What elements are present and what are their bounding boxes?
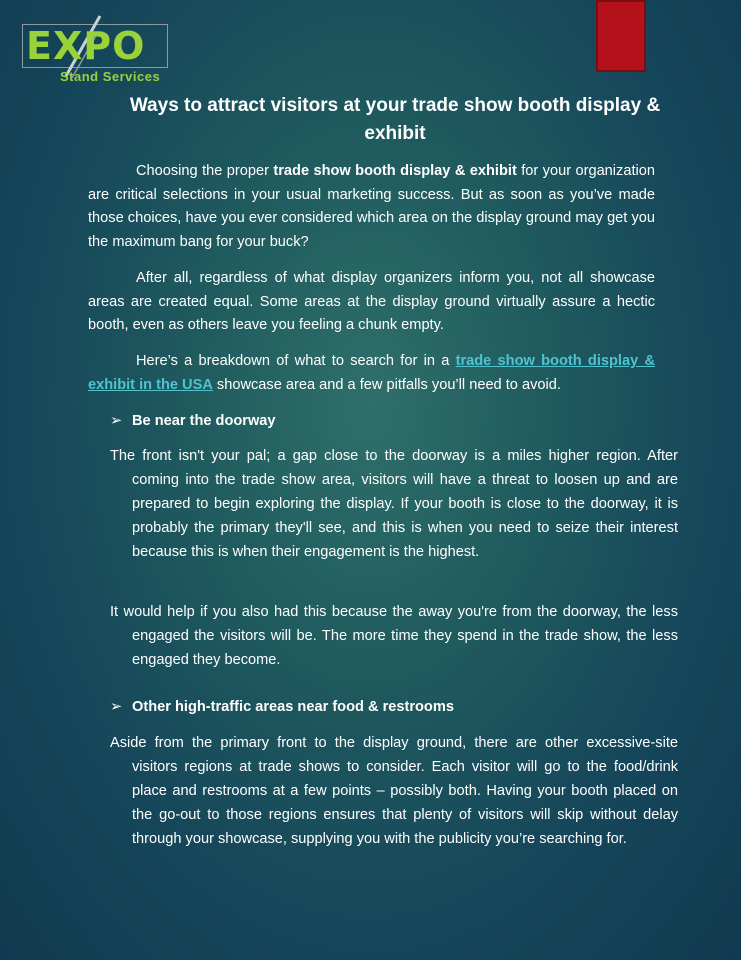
- page-title: Ways to attract visitors at your trade show booth display & exhibit: [129, 95, 661, 144]
- logo-wordmark: EXPO: [26, 24, 146, 68]
- third-post: showcase area and a few pitfalls you’ll need to avoid.: [212, 376, 561, 393]
- intro-post: for your organization are critical selections in your usual marketing success. But as soon as you’ve made those choices, have you ever considered which area on the display ground may get you the maximum bang for your buck?: [88, 163, 655, 250]
- section2-paragraph: Aside from the primary front to the display ground, there are other excessive-site visitors regions at trade shows to consider. Each visitor will go to the food/drink place and restrooms at a few points – possibly both. Having your booth placed on the go-out to those regions ensures that plenty of visitors will skip without delay through your showcase, supplying you with the publicity you’re searching for.: [110, 735, 678, 847]
- third-paragraph: [88, 350, 655, 397]
- intro-paragraph: [88, 160, 655, 254]
- section1-paragraph-a: The front isn't your pal; a gap close to the doorway is a miles higher region. After coming into the trade show area, visitors will have a threat to loosen up and are prepared to begin exploring the display. If your booth is close to the doorway, it is probably the primary they'll see, and this is when you need to seize their interest because this is when their engagement is the highest.: [110, 448, 678, 560]
- arrow-bullet-icon: ➢: [110, 413, 123, 429]
- section2-heading: [110, 698, 454, 715]
- second-paragraph: [88, 267, 655, 338]
- section1-paragraph-b: It would help if you also had this because the away you're from the doorway, the less engaged the visitors will be. The more time they spend in the trade show, the less engaged they become.: [110, 604, 678, 668]
- section2-heading-text: Other high-traffic areas near food & restrooms: [132, 699, 454, 715]
- section1-heading-text: Be near the doorway: [132, 413, 276, 429]
- third-pre: Here’s a breakdown of what to search for in a: [136, 353, 456, 369]
- arrow-bullet-icon: ➢: [110, 699, 123, 715]
- second-text: After all, regardless of what display organizers inform you, not all showcase areas are created equal. Some areas at the display ground virtually assure a hectic booth, even as others leave you feeling a chunk empty.: [88, 270, 655, 333]
- expo-logo: [20, 14, 170, 84]
- logo-subtitle: Stand Services: [60, 69, 161, 84]
- section1-heading: [110, 412, 276, 429]
- intro-pre: Choosing the proper: [136, 163, 274, 179]
- intro-bold: trade show booth display & exhibit: [273, 163, 517, 179]
- red-accent-box: [596, 0, 646, 72]
- trade-show-link[interactable]: trade show booth display & exhibit in the USA: [88, 353, 655, 393]
